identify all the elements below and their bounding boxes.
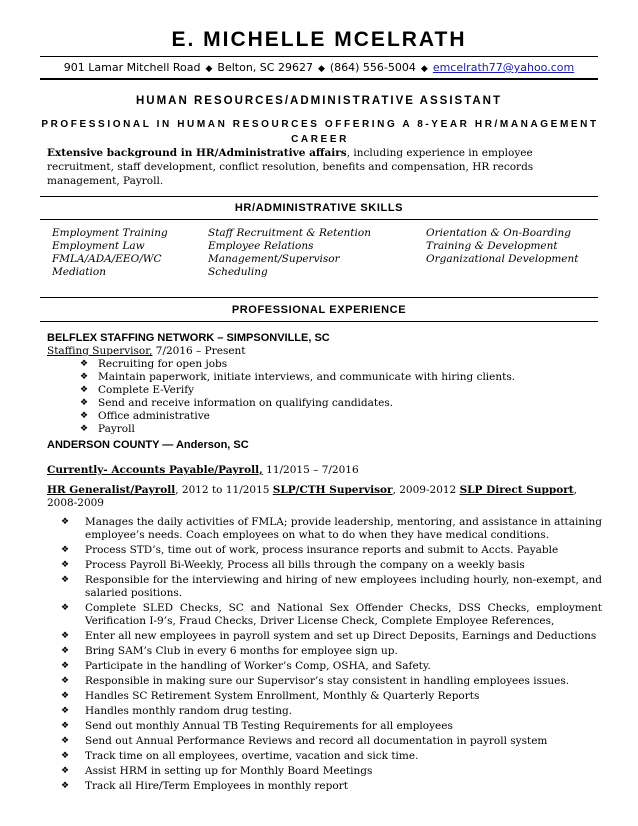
list-item: ❖ Maintain paperwork, initiate interviews, and communicate with hiring clients. xyxy=(80,371,516,383)
duties-list xyxy=(59,516,602,793)
four-diamond-bullet-icon: ❖ xyxy=(61,721,70,731)
list-item: ❖ Send out Annual Performance Reviews and record all documentation in payroll system xyxy=(61,735,548,747)
list-item: ❖ Track time on all employees, overtime, vacation and sick time. xyxy=(61,750,419,762)
job-title-line xyxy=(47,345,602,358)
current-title: Currently- Accounts Payable/Payroll, xyxy=(47,464,263,476)
skills-heading: HR/ADMINISTRATIVE SKILLS xyxy=(234,202,404,214)
skill-item: Training & Development xyxy=(426,240,558,252)
role-slp-direct-support: SLP Direct Support xyxy=(459,484,574,496)
four-diamond-bullet-icon: ❖ xyxy=(61,545,70,555)
four-diamond-bullet-icon: ❖ xyxy=(61,631,70,641)
list-item: ❖ Enter all new employees in payroll system and set up Direct Deposits, Earnings and Deductions xyxy=(61,630,597,642)
skill-item: Employee Relations xyxy=(208,240,314,252)
objective xyxy=(40,117,600,147)
list-item: ❖ Office administrative xyxy=(80,410,210,422)
list-item: ❖ Send out monthly Annual TB Testing Requirements for all employees xyxy=(61,720,453,732)
four-diamond-bullet-icon: ❖ xyxy=(61,603,70,613)
role-slp-supervisor: SLP/CTH Supervisor xyxy=(272,484,393,496)
experience-divider-top xyxy=(40,297,598,298)
four-diamond-bullet-icon: ❖ xyxy=(61,691,70,701)
phone: (864) 556-5004 xyxy=(329,61,416,74)
job-belflex xyxy=(47,332,602,436)
four-diamond-bullet-icon: ❖ xyxy=(61,706,70,716)
list-item: ❖ Process Payroll Bi-Weekly, Process all bills through the company on a weekly basis xyxy=(61,559,525,571)
skill-item: Employment Training xyxy=(52,227,168,239)
candidate-name: E. MICHELLE MCELRATH xyxy=(171,28,467,51)
four-diamond-bullet-icon: ❖ xyxy=(61,517,70,527)
role-dates: , 2008-2009 xyxy=(47,484,577,509)
skill-item: FMLA/ADA/EEO/WC xyxy=(52,253,162,265)
list-item: ❖ Complete SLED Checks, SC and National Sex Offender Checks, DSS Checks, employment Verification I-9’s, Fraud Checks, Driver License Check, Complete Employee References, xyxy=(61,602,602,627)
list-item: ❖ Assist HRM in setting up for Monthly Board Meetings xyxy=(61,765,373,777)
list-item: ❖ Recruiting for open jobs xyxy=(80,358,228,370)
list-item: ❖ Participate in the handling of Worker’s Comp, OSHA, and Safety. xyxy=(61,660,431,672)
four-diamond-bullet-icon: ❖ xyxy=(61,661,70,671)
skill-item: Organizational Development xyxy=(426,253,579,265)
summary xyxy=(47,146,602,188)
four-diamond-bullet-icon: ❖ xyxy=(80,411,89,421)
email-link[interactable]: emcelrath77@yahoo.com xyxy=(432,61,575,74)
list-item: ❖ Process STD’s, time out of work, process insurance reports and submit to Accts. Payable xyxy=(61,544,559,556)
four-diamond-bullet-icon: ❖ xyxy=(61,781,70,791)
role-dates: , 2012 to 11/2015 xyxy=(175,484,273,496)
prior-roles-line xyxy=(47,484,602,510)
experience-heading: PROFESSIONAL EXPERIENCE xyxy=(231,304,407,316)
four-diamond-bullet-icon: ❖ xyxy=(80,372,89,382)
header-divider-top xyxy=(40,56,598,57)
skill-item: Mediation xyxy=(52,266,106,278)
objective-line-2: CAREER xyxy=(291,134,349,145)
diamond-icon: ◆ xyxy=(205,64,213,74)
list-item: ❖ Handles SC Retirement System Enrollment, Monthly & Quarterly Reports xyxy=(61,690,480,702)
four-diamond-bullet-icon: ❖ xyxy=(61,646,70,656)
skills-divider-bottom xyxy=(40,219,598,220)
list-item: ❖ Bring SAM’s Club in every 6 months for employee sign up. xyxy=(61,645,398,657)
summary-text: , including experience in employee recruitment, staff development, conflict resolution, benefits and compensation, HR records management, Payroll. xyxy=(47,147,534,187)
four-diamond-bullet-icon: ❖ xyxy=(61,676,70,686)
diamond-icon: ◆ xyxy=(317,64,325,74)
four-diamond-bullet-icon: ❖ xyxy=(61,575,70,585)
four-diamond-bullet-icon: ❖ xyxy=(80,424,89,434)
contact-line xyxy=(0,61,638,74)
job-anderson-county xyxy=(47,439,602,795)
list-item: ❖ Responsible for the interviewing and hiring of new employees including hourly, non-exempt, and salaried positions. xyxy=(61,574,602,599)
skill-item: Management/Supervisor xyxy=(208,253,340,265)
current-dates: 11/2015 – 7/2016 xyxy=(262,464,359,476)
city-state-zip: Belton, SC 29627 xyxy=(217,61,313,74)
duties-list xyxy=(80,358,602,436)
four-diamond-bullet-icon: ❖ xyxy=(80,359,89,369)
employer-name: BELFLEX STAFFING NETWORK – SIMPSONVILLE, SC xyxy=(47,332,330,344)
skills-divider-top xyxy=(40,196,598,197)
four-diamond-bullet-icon: ❖ xyxy=(61,736,70,746)
four-diamond-bullet-icon: ❖ xyxy=(61,766,70,776)
skills-column-3 xyxy=(426,227,578,266)
skill-item: Employment Law xyxy=(52,240,145,252)
skills-column-2 xyxy=(208,227,371,279)
list-item: ❖ Track all Hire/Term Employees in monthly report xyxy=(61,780,348,792)
role-hr-generalist: HR Generalist/Payroll xyxy=(47,484,176,496)
job-title: Staffing Supervisor, xyxy=(47,345,153,357)
objective-line-1: PROFESSIONAL IN HUMAN RESOURCES OFFERING A 8-YEAR HR/MANAGEMENT xyxy=(41,119,599,130)
four-diamond-bullet-icon: ❖ xyxy=(61,751,70,761)
list-item: ❖ Send and receive information on qualifying candidates. xyxy=(80,397,394,409)
role-dates: , 2009-2012 xyxy=(392,484,460,496)
diamond-icon: ◆ xyxy=(420,64,428,74)
list-item: ❖ Manages the daily activities of FMLA; provide leadership, mentoring, and assistance in attaining employee’s needs. Coach employees on what to do when they have medical conditions. xyxy=(61,516,602,541)
four-diamond-bullet-icon: ❖ xyxy=(61,560,70,570)
list-item: ❖ Complete E-Verify xyxy=(80,384,195,396)
list-item: ❖ Responsible in making sure our Supervisor’s stay consistent in handling employees issues. xyxy=(61,675,570,687)
employer-name: ANDERSON COUNTY — Anderson, SC xyxy=(47,439,249,451)
current-title-line xyxy=(47,464,602,477)
list-item: ❖ Handles monthly random drug testing. xyxy=(61,705,293,717)
skill-item: Staff Recruitment & Retention xyxy=(208,227,371,239)
experience-divider-bottom xyxy=(40,321,598,322)
header-divider-bottom xyxy=(40,78,598,80)
skill-item: Scheduling xyxy=(208,266,268,278)
skills-column-1 xyxy=(52,227,168,279)
four-diamond-bullet-icon: ❖ xyxy=(80,398,89,408)
summary-bold: Extensive background in HR/Administrative affairs xyxy=(47,147,347,159)
job-dates: 7/2016 – Present xyxy=(152,345,246,357)
four-diamond-bullet-icon: ❖ xyxy=(80,385,89,395)
address: 901 Lamar Mitchell Road xyxy=(63,61,201,74)
list-item: ❖ Payroll xyxy=(80,423,135,435)
headline: HUMAN RESOURCES/ADMINISTRATIVE ASSISTANT xyxy=(135,95,503,107)
skill-item: Orientation & On-Boarding xyxy=(426,227,571,239)
